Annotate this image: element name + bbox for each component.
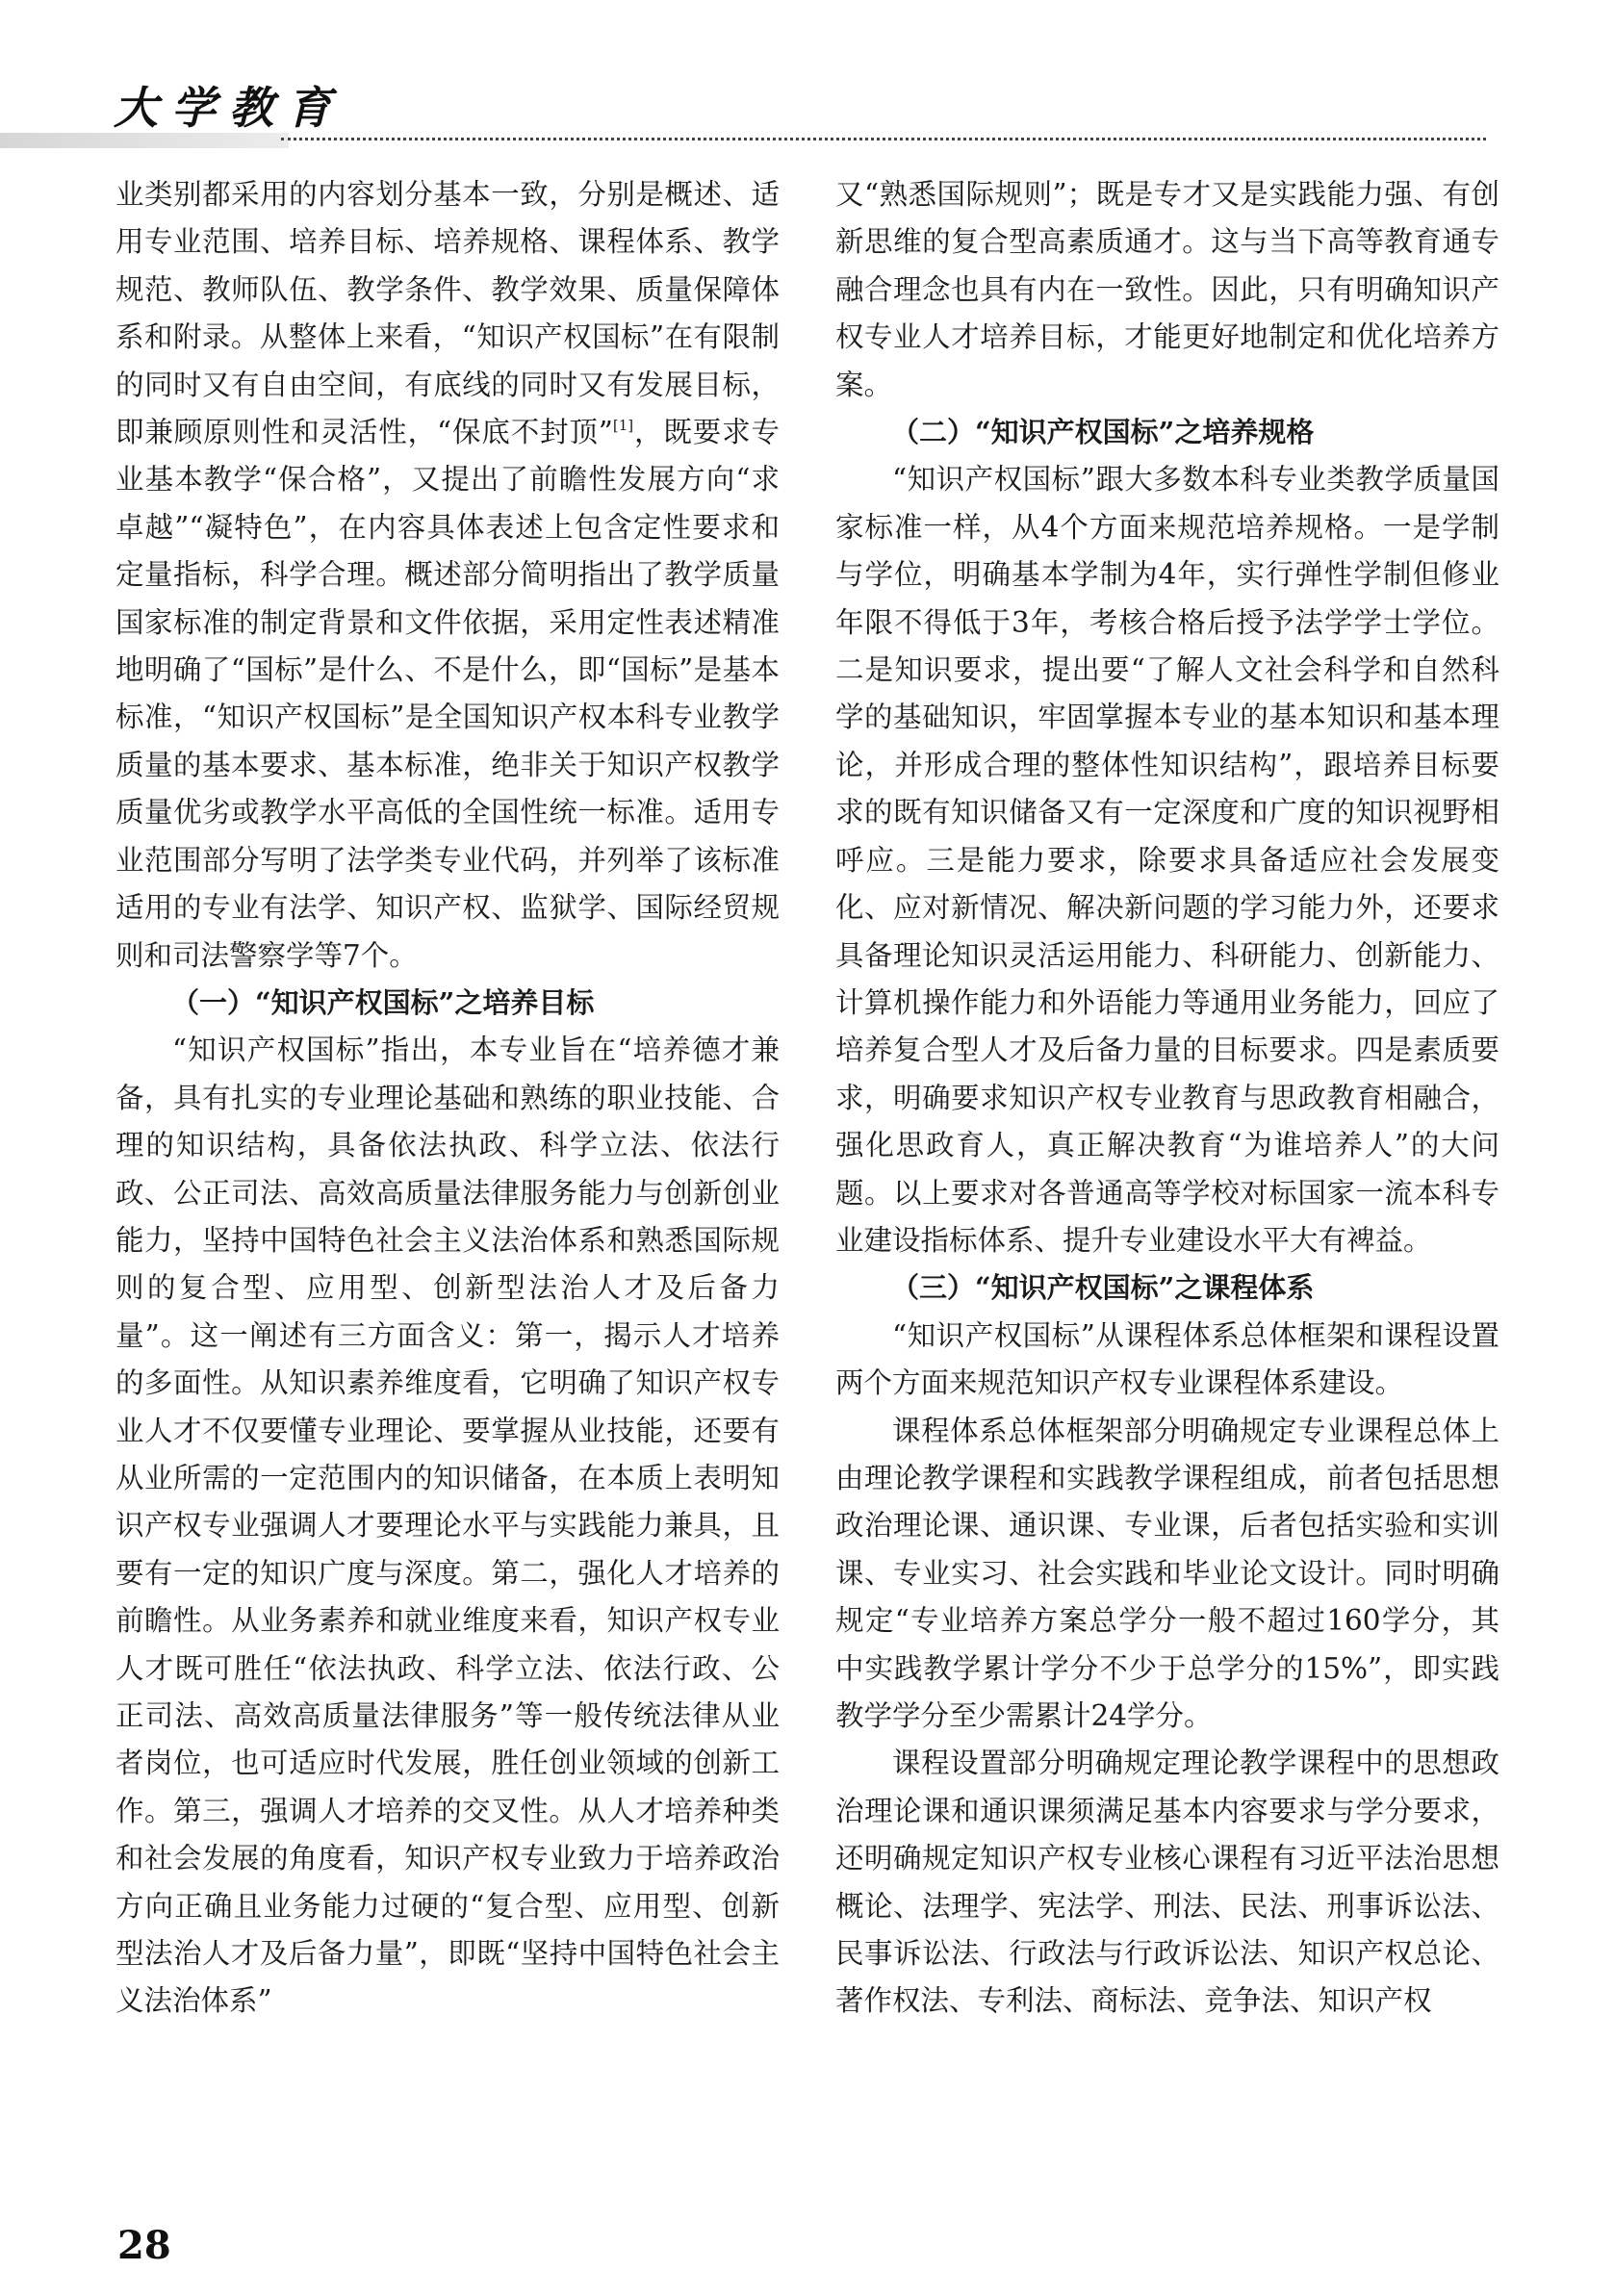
header-dotted-rule bbox=[281, 138, 1486, 140]
paragraph-text: 业类别都采用的内容划分基本一致，分别是概述、适用专业范围、培养目标、培养规格、课程体系、教学规范、教师队伍、教学条件、教学效果、质量保障体系和附录。从整体上来看，“知识产权国标”在有限制的同时又有自由空间，有底线的同时又有发展目标，即兼顾原则性和灵活性，“保底不封顶” bbox=[115, 178, 780, 449]
section-heading-training-goal: （一）“知识产权国标”之培养目标 bbox=[171, 985, 595, 1019]
right-column bbox=[835, 171, 1499, 2026]
paragraph-text: ，既要求专业基本教学“保合格”，又提出了前瞻性发展方向“求卓越”“凝特色”，在内容具体表述上包含定性要求和定量指标，科学合理。概述部分简明指出了教学质量国家标准的制定背景和文件依据，采用定性表述精准地明确了“国标”是什么、不是什么，即“国标”是基本标准，“知识产权国标”是全国知识产权本科专业教学质量的基本要求、基本标准，绝非关于知识产权教学质量优劣或教学水平高低的全国性统一标准。适用专业范围部分写明了法学类专业代码，并列举了该标准适用的专业有法学、知识产权、监狱学、国际经贸规则和司法警察学等7个。 bbox=[115, 416, 780, 972]
page-number: 28 bbox=[117, 2223, 171, 2268]
citation-ref: [1] bbox=[612, 417, 634, 435]
paragraph: “知识产权国标”跟大多数本科专业类教学质量国家标准一样，从4个方面来规范培养规格。一是学制与学位，明确基本学制为4年，实行弹性学制但修业年限不得低于3年，考核合格后授予法学学士学位。二是知识要求，提出要“了解人文社会科学和自然科学的基础知识，牢固掌握本专业的基本知识和基本理论，并形成合理的整体性知识结构”，跟培养目标要求的既有知识储备又有一定深度和广度的知识视野相呼应。三是能力要求，除要求具备适应社会发展变化、应对新情况、解决新问题的学习能力外，还要求具备理论知识灵活运用能力、科研能力、创新能力、计算机操作能力和外语能力等通用业务能力，回应了培养复合型人才及后备力量的目标要求。四是素质要求，明确要求知识产权专业教育与思政教育相融合，强化思政育人，真正解决教育“为谁培养人”的大问题。以上要求对各普通高等学校对标国家一流本科专业建设指标体系、提升专业建设水平大有裨益。 bbox=[835, 463, 1499, 1257]
paragraph-continued bbox=[115, 171, 780, 980]
left-column bbox=[115, 171, 780, 2026]
section-heading-curriculum: （三）“知识产权国标”之课程体系 bbox=[891, 1271, 1315, 1305]
paragraph: “知识产权国标”指出，本专业旨在“培养德才兼备，具有扎实的专业理论基础和熟练的职业技能、合理的知识结构，具备依法执政、科学立法、依法行政、公正司法、高效高质量法律服务能力与创新创业能力，坚持中国特色社会主义法治体系和熟悉国际规则的复合型、应用型、创新型法治人才及后备力量”。这一阐述有三方面含义：第一，揭示人才培养的多面性。从知识素养维度看，它明确了知识产权专业人才不仅要懂专业理论、要掌握从业技能，还要有从业所需的一定范围内的知识储备，在本质上表明知识产权专业强调人才要理论水平与实践能力兼具，且要有一定的知识广度与深度。第二，强化人才培养的前瞻性。从业务素养和就业维度来看，知识产权专业人才既可胜任“依法执政、科学立法、依法行政、公正司法、高效高质量法律服务”等一般传统法律从业者岗位，也可适应时代发展，胜任创业领域的创新工作。第三，强调人才培养的交叉性。从人才培养种类和社会发展的角度看，知识产权专业致力于培养政治方向正确且业务能力过硬的“复合型、应用型、创新型法治人才及后备力量”，即既“坚持中国特色社会主义法治体系” bbox=[115, 1033, 780, 2018]
paragraph-continued: 又“熟悉国际规则”；既是专才又是实践能力强、有创新思维的复合型高素质通才。这与当下高等教育通专融合理念也具有内在一致性。因此，只有明确知识产权专业人才培养目标，才能更好地制定和优化培养方案。 bbox=[835, 178, 1499, 401]
section-heading-training-spec: （二）“知识产权国标”之培养规格 bbox=[891, 416, 1315, 449]
paragraph: “知识产权国标”从课程体系总体框架和课程设置两个方面来规范知识产权专业课程体系建设。 bbox=[835, 1318, 1499, 1400]
journal-title: 大学教育 bbox=[114, 82, 345, 134]
paragraph: 课程设置部分明确规定理论教学课程中的思想政治理论课和通识课须满足基本内容要求与学分要求，还明确规定知识产权专业核心课程有习近平法治思想概论、法理学、宪法学、刑法、民法、刑事诉讼法、民事诉讼法、行政法与行政诉讼法、知识产权总论、著作权法、专利法、商标法、竞争法、知识产权 bbox=[835, 1747, 1499, 2018]
paragraph: 课程体系总体框架部分明确规定专业课程总体上由理论教学课程和实践教学课程组成，前者包括思想政治理论课、通识课、专业课，后者包括实验和实训课、专业实习、社会实践和毕业论文设计。同时明确规定“专业培养方案总学分一般不超过160学分，其中实践教学累计学分不少于总学分的15%”，即实践教学学分至少需累计24学分。 bbox=[835, 1414, 1499, 1732]
